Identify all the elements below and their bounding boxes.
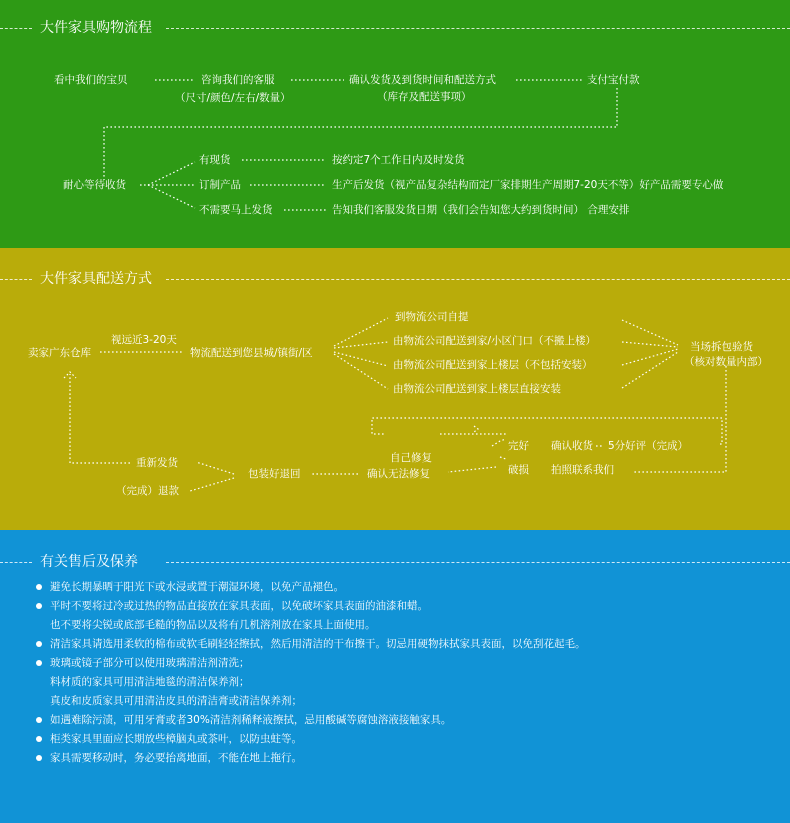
resend-goods: 重新发货 [136,457,178,469]
care-tip: 家具需要移动时，务必要抬离地面，不能在地上拖行。 [34,749,586,768]
five-star-review: 5分好评（完成） [608,440,689,452]
step-browse: 看中我们的宝贝 [54,74,128,86]
section-title: 大件家具购物流程 [40,20,152,36]
contact-with-photo: 拍照联系我们 [551,464,614,476]
option-in-stock: 有现货 [199,154,231,166]
care-tip: 料材质的家具可用清洁地毯的清洁保养剂； [50,676,250,688]
care-tip: 也不要将尖锐或底部毛糙的物品以及将有几机溶剂放在家具上面使用。 [50,619,376,631]
purchase-process-section [0,0,790,248]
status-intact: 完好 [508,440,529,452]
pack-and-return: 包装好退回 [248,468,301,480]
self-repair: 自己修复 [390,452,432,464]
route-upstairs-install: 由物流公司配送到家上楼层直接安装 [393,383,561,395]
section-header [0,267,790,291]
inspect-package-detail: （核对数量内部） [684,356,768,368]
care-tip: 玻璃或镜子部分可以使用玻璃清洁剂清洗； [34,654,586,673]
seller-warehouse: 卖家广东仓库 [28,347,91,359]
section-title: 大件家具配送方式 [40,271,152,287]
step-consult-detail: （尺寸/颜色/左右/数量） [175,92,291,104]
route-self-pickup: 到物流公司自提 [395,311,469,323]
status-damaged: 破损 [508,464,529,476]
care-tip: 平时不要将过冷或过热的物品直接放在家具表面，以免破坏家具表面的油漆和蜡。 [34,597,586,616]
option-in-stock-desc: 按约定7个工作日内及时发货 [332,154,465,166]
refund-complete: （完成）退款 [116,485,179,497]
care-tip: 如遇难除污渍，可用牙膏或者30%清洁剂稀释液擦拭，忌用酸碱等腐蚀溶液接触家具。 [34,711,586,730]
care-tip: 真皮和皮质家具可用清洁皮具的清洁膏或清洁保养剂； [50,695,302,707]
option-later: 不需要马上发货 [199,204,273,216]
route-door-delivery: 由物流公司配送到家/小区门口（不搬上楼） [393,335,597,347]
unrepairable-confirm: 确认无法修复 [367,468,430,480]
step-confirm-shipping: 确认发货及到货时间和配送方式 [349,74,496,86]
delivery-section [0,248,790,530]
route-upstairs: 由物流公司配送到家上楼层（不包括安装） [393,359,593,371]
care-tip: 避免长期暴晒于阳光下或水浸或置于潮湿环境，以免产品褪色。 [34,578,586,597]
option-later-desc: 告知我们客服发货日期（我们会告知您大约到货时间） 合理安排 [332,204,630,216]
confirm-receipt: 确认收货 [551,440,593,452]
care-tip: 柜类家具里面应长期放些樟脑丸或茶叶，以防虫蛀等。 [34,730,586,749]
aftersales-section [0,530,790,823]
care-tip: 清洁家具请选用柔软的棉布或软毛刷轻轻擦拭，然后用清洁的干布擦干。切忌用硬物抹拭家具表面，以免刮花起毛。 [34,635,586,654]
option-custom-desc: 生产后发货（视产品复杂结构而定厂家排期生产周期7-20天不等）好产品需要专心做 [332,179,724,191]
care-tips-list [34,578,586,768]
step-wait-delivery: 耐心等待收货 [63,179,126,191]
option-custom: 订制产品 [199,179,241,191]
step-payment: 支付宝付款 [587,74,640,86]
section-header [0,16,790,40]
step-consult: 咨询我们的客服 [201,74,275,86]
inspect-package: 当场拆包验货 [690,341,753,353]
logistics-delivery: 物流配送到您县城/镇街/区 [190,347,313,359]
transit-days: 视远近3-20天 [111,334,177,346]
step-confirm-detail: （库存及配送事项） [377,91,472,103]
section-title: 有关售后及保养 [40,554,138,570]
section-header [0,550,790,574]
